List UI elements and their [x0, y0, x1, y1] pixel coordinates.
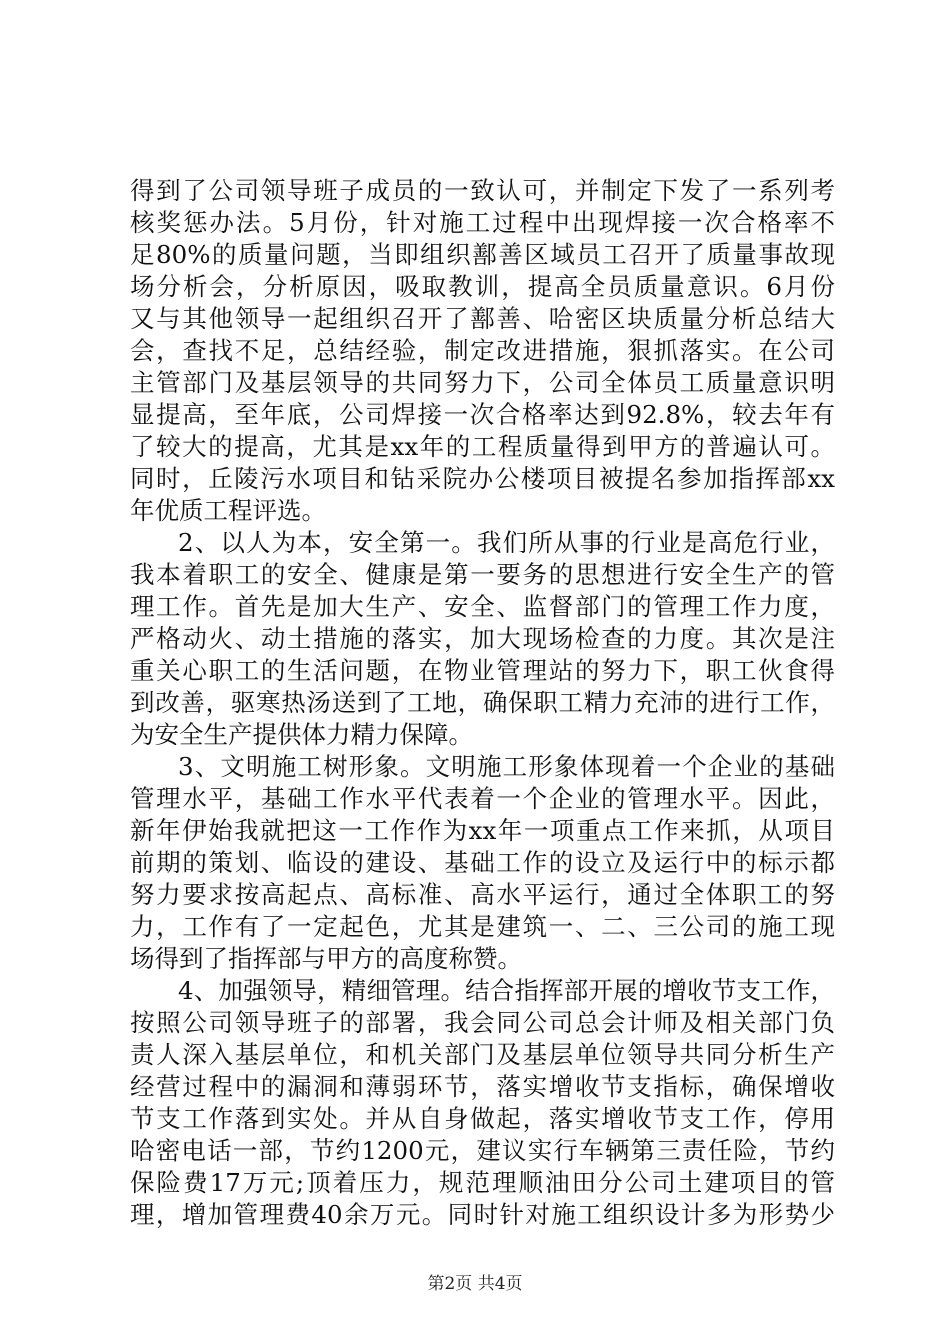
text-line: 场分析会，分析原因，吸取教训，提高全员质量意识。6月份: [130, 272, 835, 301]
text-line: 哈密电话一部，节约1200元，建议实行车辆第三责任险，节约: [130, 1136, 835, 1165]
text-line: 显提高，至年底，公司焊接一次合格率达到92.8%，较去年有: [130, 400, 835, 429]
text-line: 责人深入基层单位，和机关部门及基层单位领导共同分析生产: [130, 1040, 835, 1069]
text-line: 管理水平，基础工作水平代表着一个企业的管理水平。因此，: [130, 784, 835, 813]
paragraph-start-line: 3、文明施工树形象。文明施工形象体现着一个企业的基础: [178, 752, 835, 781]
text-line: 主管部门及基层领导的共同努力下，公司全体员工质量意识明: [130, 368, 835, 397]
paragraph-start-line: 2、以人为本，安全第一。我们所从事的行业是高危行业，: [178, 528, 835, 557]
text-line: 年优质工程评选。: [130, 496, 326, 525]
text-line: 得到了公司领导班子成员的一致认可，并制定下发了一系列考: [130, 176, 835, 205]
text-line: 重关心职工的生活问题，在物业管理站的努力下，职工伙食得: [130, 656, 835, 685]
text-line: 努力要求按高起点、高标准、高水平运行，通过全体职工的努: [130, 880, 835, 909]
text-line: 经营过程中的漏洞和薄弱环节，落实增收节支指标，确保增收: [130, 1072, 835, 1101]
text-line: 节支工作落到实处。并从自身做起，落实增收节支工作，停用: [130, 1104, 835, 1133]
text-line: 严格动火、动土措施的落实，加大现场检查的力度。其次是注: [130, 624, 835, 653]
text-line: 新年伊始我就把这一工作作为xx年一项重点工作来抓，从项目: [130, 816, 835, 845]
text-line: 到改善，驱寒热汤送到了工地，确保职工精力充沛的进行工作，: [130, 688, 835, 717]
text-line: 场得到了指挥部与甲方的高度称赞。: [130, 944, 522, 973]
page-number-footer: 第2页 共4页: [427, 1274, 523, 1294]
text-line: 为安全生产提供体力精力保障。: [130, 720, 473, 749]
text-line: 同时，丘陵污水项目和钻采院办公楼项目被提名参加指挥部xx: [130, 464, 835, 493]
text-line: 我本着职工的安全、健康是第一要务的思想进行安全生产的管: [130, 560, 835, 589]
text-line: 理，增加管理费40余万元。同时针对施工组织设计多为形势少: [130, 1200, 835, 1229]
text-line: 了较大的提高，尤其是xx年的工程质量得到甲方的普遍认可。: [130, 432, 835, 461]
text-line: 前期的策划、临设的建设、基础工作的设立及运行中的标示都: [130, 848, 835, 877]
text-line: 又与其他领导一起组织召开了鄯善、哈密区块质量分析总结大: [130, 304, 835, 333]
text-line: 会，查找不足，总结经验，制定改进措施，狠抓落实。在公司: [130, 336, 835, 365]
text-line: 保险费17万元;顶着压力，规范理顺油田分公司土建项目的管: [130, 1168, 835, 1197]
text-line: 核奖惩办法。5月份，针对施工过程中出现焊接一次合格率不: [130, 208, 835, 237]
paragraph-start-line: 4、加强领导，精细管理。结合指挥部开展的增收节支工作，: [178, 976, 835, 1005]
text-line: 理工作。首先是加大生产、安全、监督部门的管理工作力度，: [130, 592, 835, 621]
text-line: 按照公司领导班子的部署，我会同公司总会计师及相关部门负: [130, 1008, 835, 1037]
text-line: 力，工作有了一定起色，尤其是建筑一、二、三公司的施工现: [130, 912, 835, 941]
text-line: 足80%的质量问题，当即组织鄯善区域员工召开了质量事故现: [130, 240, 835, 269]
